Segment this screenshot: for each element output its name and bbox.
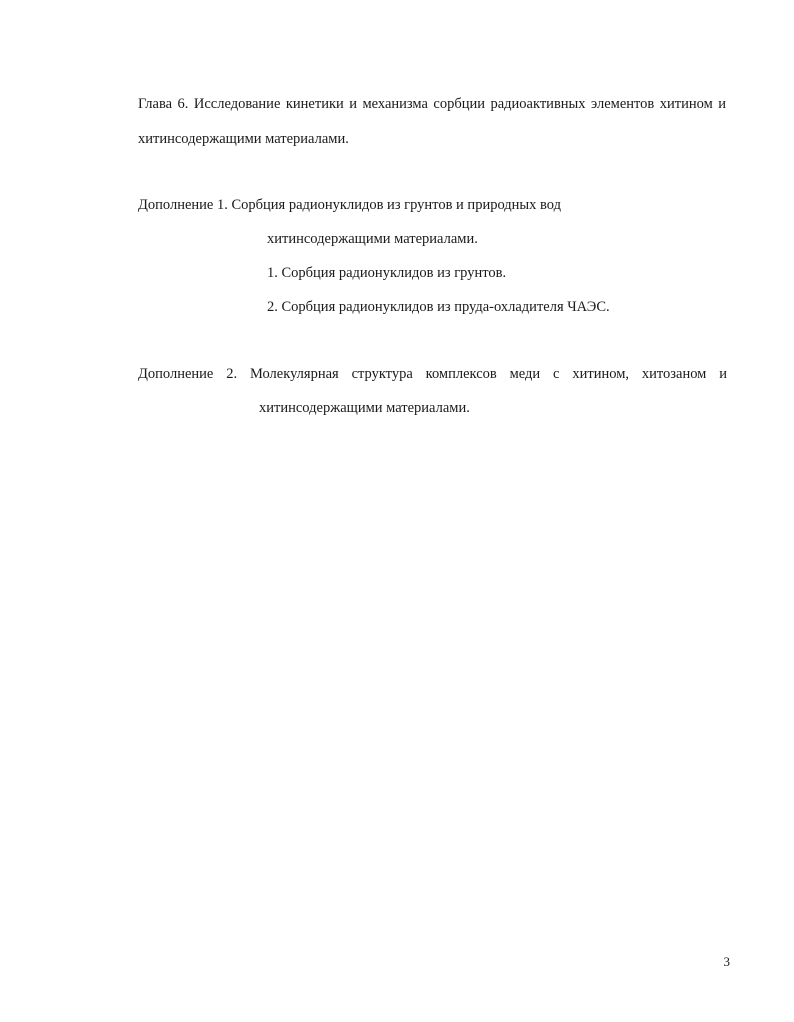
supplement2-title-line1: Дополнение 2. Молекулярная структура комплексов меди с хитином, хитозаном и — [138, 366, 727, 382]
chapter6-title-line2: хитинсодержащими материалами. — [138, 131, 349, 147]
supplement1-item-2: 2. Сорбция радионуклидов из пруда-охладителя ЧАЭС. — [267, 299, 610, 315]
page-number: 3 — [723, 954, 730, 969]
supplement1-continuation: хитинсодержащими материалами. — [267, 231, 478, 247]
chapter6-title-line1: Глава 6. Исследование кинетики и механизма сорбции радиоактивных элементов хитином и — [138, 96, 726, 112]
supplement2-title-line2: хитинсодержащими материалами. — [259, 400, 470, 416]
supplement1-heading: Дополнение 1. Сорбция радионуклидов из грунтов и природных вод — [138, 197, 561, 213]
supplement1-item-1: 1. Сорбция радионуклидов из грунтов. — [267, 265, 507, 281]
